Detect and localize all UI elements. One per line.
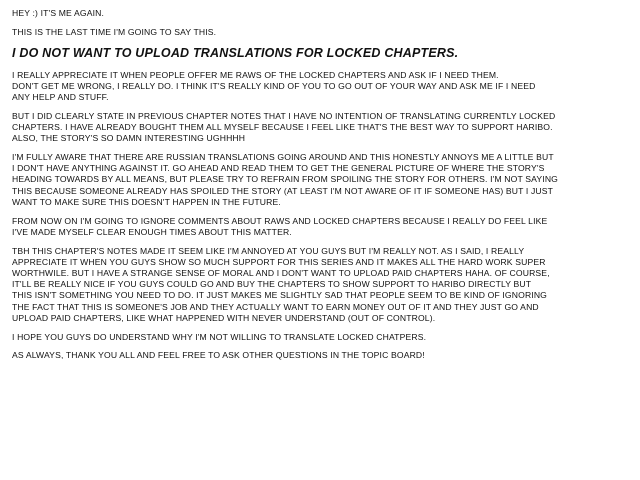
paragraph-hope-understand [12,332,630,343]
paragraph-raws-offer [12,70,630,104]
text-line: WANT TO MAKE SURE THIS DOESN'T HAPPEN IN THE FUTURE. [12,196,281,207]
text-line: ANY HELP AND STUFF. [12,92,109,102]
translator-note [12,8,630,369]
text-line: IT'LL BE REALLY NICE IF YOU GUYS COULD GO AND BUY THE CHAPTERS TO SHOW SUPPORT TO HARIBO DIRECTLY BUT [12,279,532,290]
text-line: HEADING TOWARDS BY ALL MEANS, BUT PLEASE TRY TO REFRAIN FROM SPOILING THE STORY FOR OTHERS. I'M NOT SAYING [12,174,559,185]
paragraph-russian-translations [12,152,630,208]
text-line: I DON'T HAVE ANYTHING AGAINST IT. GO AHEAD AND READ THEM TO GET THE GENERAL PICTURE OF WHERE THE STORY'S [12,163,545,174]
text-line: UPLOAD PAID CHAPTERS, LIKE WHAT HAPPENED WITH NEVER UNDERSTAND (OUT OF CONTROL). [12,312,436,323]
text-line: ALSO, THE STORY'S SO DAMN INTERESTING UGHHHH [12,133,246,144]
text-line: THIS ISN'T SOMETHING YOU NEED TO DO. IT JUST MAKES ME SLIGHTLY SAD THAT PEOPLE SEEM TO BE KIND OF IGNORING [12,290,548,301]
note-heading: I DO NOT WANT TO UPLOAD TRANSLATIONS FOR LOCKED CHAPTERS. [12,45,459,60]
text-line: AS ALWAYS, THANK YOU ALL AND FEEL FREE TO ASK OTHER QUESTIONS IN THE TOPIC BOARD! [12,350,425,361]
text-line: I REALLY APPRECIATE IT WHEN PEOPLE OFFER ME RAWS OF THE LOCKED CHAPTERS AND ASK IF I NEED THEM. [12,69,499,80]
intro-paragraph [12,27,630,38]
text-line: APPRECIATE IT WHEN YOU GUYS SHOW SO MUCH SUPPORT FOR THIS SERIES AND IT MAKES ALL THE HARD WORK SUPER [12,256,546,267]
paragraph-ignore-comments [12,216,630,238]
text-line: CHAPTERS. I HAVE ALREADY BOUGHT THEM ALL MYSELF BECAUSE I FEEL LIKE THAT'S THE BEST WAY TO SUPPORT HARIBO. [12,122,553,132]
greeting-paragraph [12,8,630,19]
text-line: I HOPE YOU GUYS DO UNDERSTAND WHY I'M NOT WILLING TO TRANSLATE LOCKED CHATPERS. [12,331,427,342]
text-line: I'VE MADE MYSELF CLEAR ENOUGH TIMES ABOUT THIS MATTER. [12,226,292,237]
intro-line: THIS IS THE LAST TIME I'M GOING TO SAY THIS. [12,26,217,37]
paragraph-no-intention [12,111,630,145]
text-line: DON'T GET ME WRONG, I REALLY DO. I THINK IT'S REALLY KIND OF YOU TO GO OUT OF YOUR WAY AND ASK ME IF I NEED [12,80,536,91]
text-line: THIS BECAUSE SOMEONE ALREADY HAS SPOILED THE STORY (AT LEAST I'M NOT AWARE OF IT IF SOMEONE HAS) BUT I JUST [12,185,554,196]
greeting-line: HEY :) IT'S ME AGAIN. [12,8,105,18]
paragraph-tbh [12,246,630,324]
text-line: TBH THIS CHAPTER'S NOTES MADE IT SEEM LIKE I'M ANNOYED AT YOU GUYS BUT I'M REALLY NOT. AS I SAID, I REALLY [12,245,525,256]
text-line: THE FACT THAT THIS IS SOMEONE'S JOB AND THEY ACTUALLY WANT TO EARN MONEY OUT OF IT AND THEY JUST GO AND [12,301,539,312]
text-line: WORTHWILE. BUT I HAVE A STRANGE SENSE OF MORAL AND I DON'T WANT TO UPLOAD PAID CHAPTERS HAHA. OF COURSE, [12,268,550,279]
text-line: I'M FULLY AWARE THAT THERE ARE RUSSIAN TRANSLATIONS GOING AROUND AND THIS HONESTLY ANNOYS ME A LITTLE BUT [12,152,554,162]
text-line: BUT I DID CLEARLY STATE IN PREVIOUS CHAPTER NOTES THAT I HAVE NO INTENTION OF TRANSLATING CURRENTLY LOCKED [12,110,556,121]
text-line: FROM NOW ON I'M GOING TO IGNORE COMMENTS ABOUT RAWS AND LOCKED CHAPTERS BECAUSE I REALLY DO FEEL LIKE [12,215,548,226]
paragraph-thanks [12,350,630,361]
